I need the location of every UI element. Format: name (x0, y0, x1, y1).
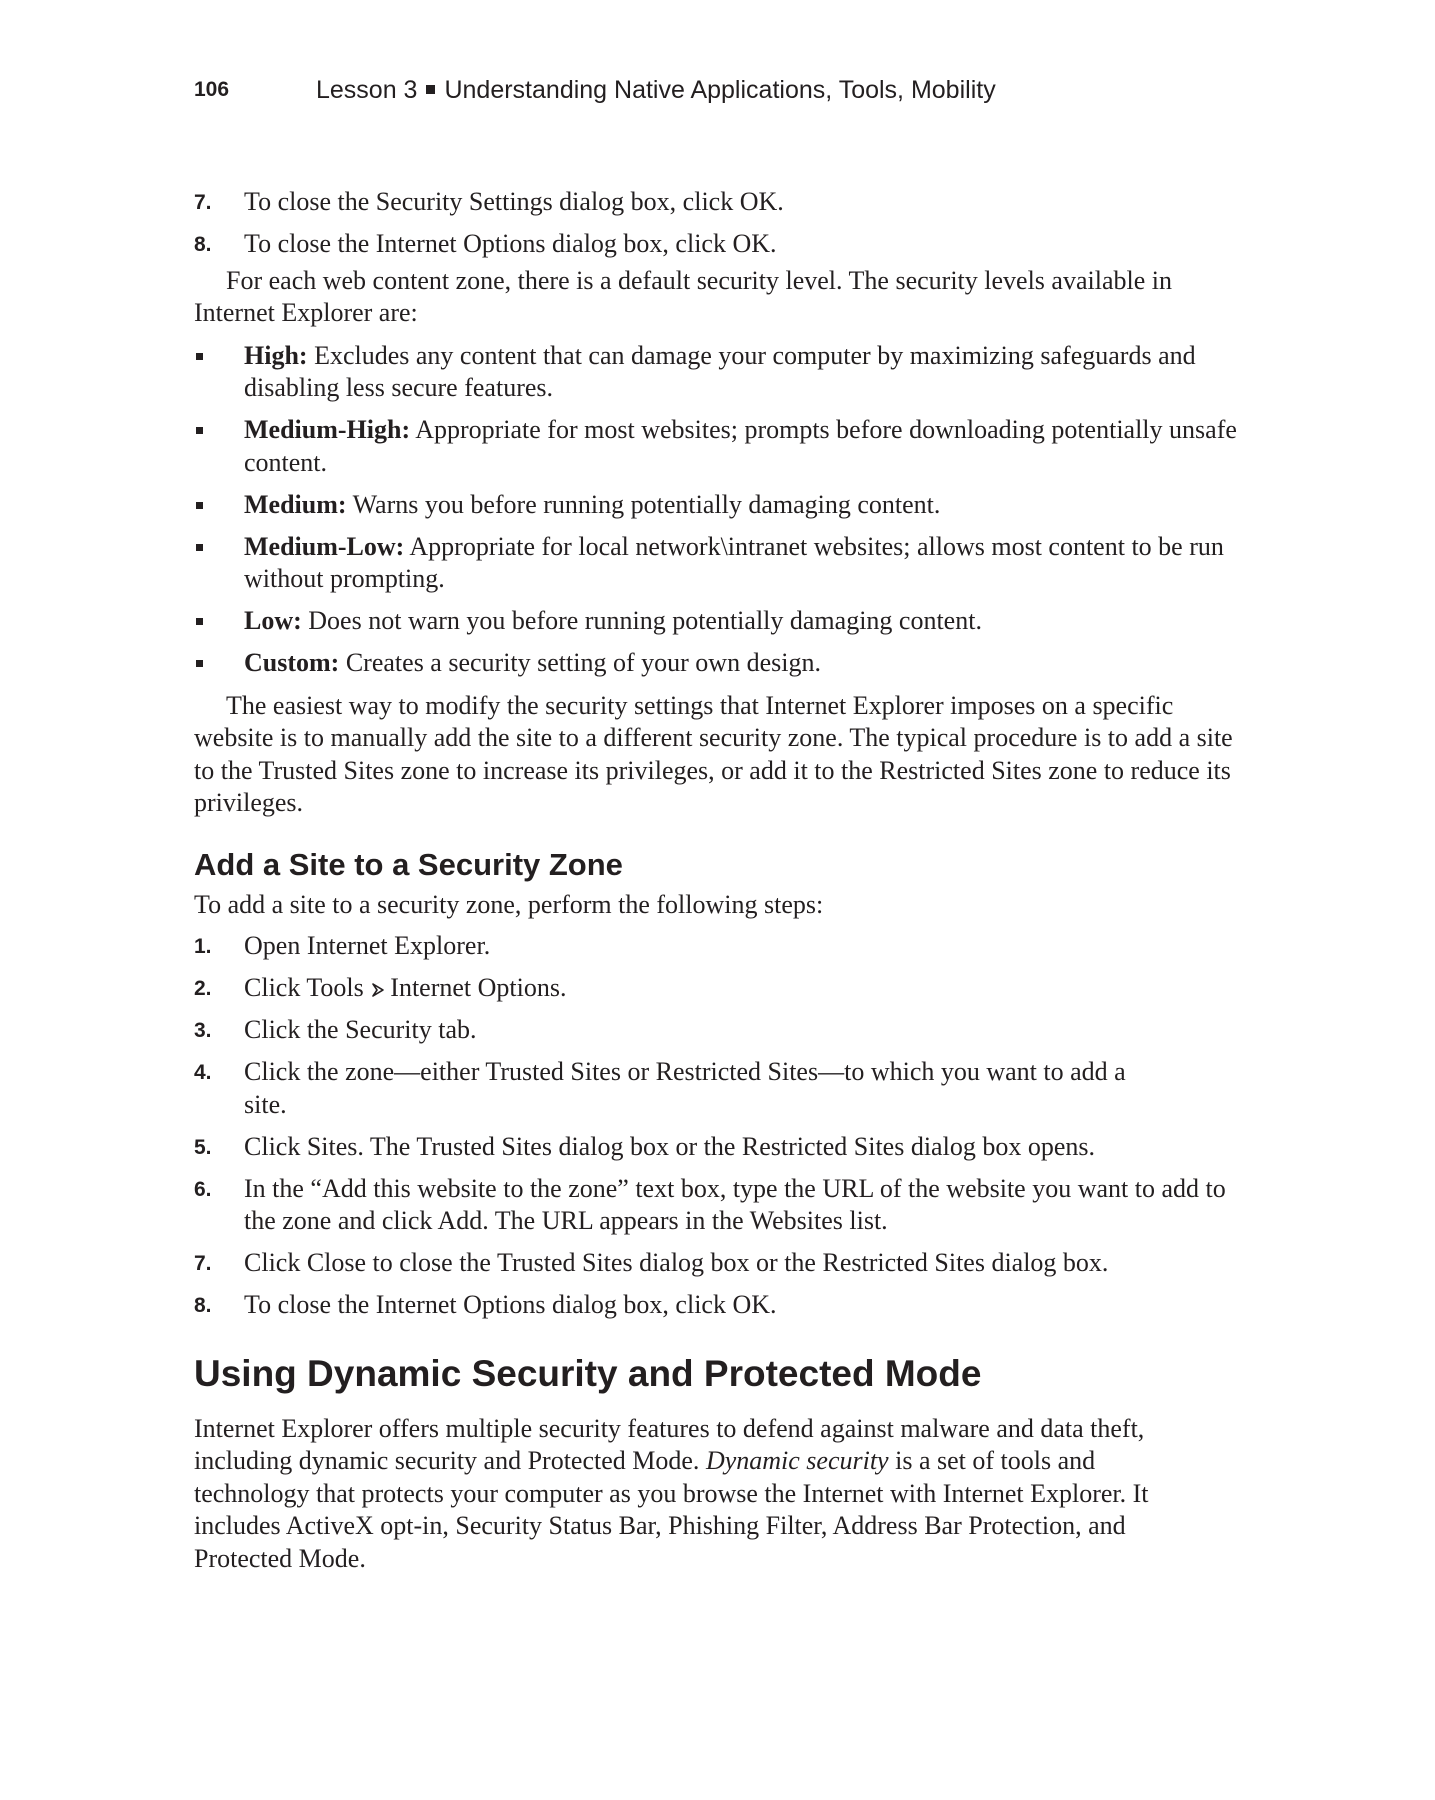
level-text: Appropriate for local network\intranet websites; allows most content to be run without prompting. (244, 531, 1224, 593)
step-number: 2. (194, 977, 212, 1000)
step-number: 1. (194, 935, 212, 958)
step-text: In the “Add this website to the zone” text box, type the URL of the website you want to add to the zone and click Add. The URL appears in the Websites list. (244, 1173, 1226, 1235)
level-term: Medium-Low: (244, 531, 405, 561)
dynamic-security-term: Dynamic security (705, 1446, 889, 1475)
level-text: Does not warn you before running potentially damaging content. (308, 606, 982, 635)
add-site-steps-list (194, 930, 1244, 1322)
list-item (194, 1173, 1244, 1238)
list-item (194, 340, 1244, 405)
list-item (194, 1247, 1244, 1280)
level-term: Medium-High: (244, 415, 411, 444)
step-text: Click the zone—either Trusted Sites or Restricted Sites—to which you want to add a site. (244, 1057, 1126, 1119)
menu-arrow-icon (372, 983, 384, 997)
list-item (194, 972, 1244, 1005)
step-text: Click Close to close the Trusted Sites dialog box or the Restricted Sites dialog box. (244, 1248, 1109, 1277)
list-item (194, 1056, 1244, 1121)
level-text: Excludes any content that can damage your computer by maximizing safeguards and disabling less secure features. (244, 340, 1196, 402)
step-number: 3. (194, 1019, 212, 1042)
step-text: Click the Security tab. (244, 1015, 477, 1044)
list-item (194, 930, 1244, 963)
step-number: 5. (194, 1135, 212, 1159)
step-number: 4. (194, 1061, 212, 1084)
list-item (194, 228, 1244, 261)
step-number: 7. (194, 191, 212, 214)
step-number: 7. (194, 1252, 212, 1275)
top-steps-list (194, 186, 1244, 261)
square-bullet-icon (196, 353, 203, 360)
step-number: 8. (194, 233, 212, 256)
list-item (194, 1289, 1244, 1322)
step-number: 8. (194, 1294, 212, 1317)
square-bullet-icon (196, 502, 203, 509)
page-number: 106 (194, 78, 230, 101)
step-number: 6. (194, 1177, 212, 1201)
level-term: High: (244, 340, 308, 370)
level-text: Appropriate for most websites; prompts before downloading potentially unsafe content. (244, 415, 1237, 477)
square-bullet-icon (196, 544, 203, 551)
step-text: Click Sites. The Trusted Sites dialog box or the Restricted Sites dialog box opens. (244, 1131, 1095, 1161)
level-term: Medium: (244, 489, 347, 519)
separator-square-icon (426, 85, 435, 94)
level-text: Warns you before running potentially damaging content. (352, 489, 941, 519)
level-text: Creates a security setting of your own design. (345, 648, 821, 677)
square-bullet-icon (196, 660, 203, 667)
security-levels-list (194, 340, 1244, 680)
list-item (194, 489, 1244, 522)
list-item (194, 605, 1244, 638)
level-term: Low: (244, 606, 302, 635)
step-text: To close the Internet Options dialog box, click OK. (244, 1290, 777, 1319)
list-item (194, 531, 1244, 596)
step-text-after: Internet Options. (390, 973, 567, 1002)
list-item (194, 1131, 1244, 1164)
lesson-label: Lesson 3 (316, 76, 418, 104)
chapter-name: Understanding Native Applications, Tools, Mobility (444, 76, 996, 104)
modify-paragraph: The easiest way to modify the security settings that Internet Explorer imposes on a specific website is to manually add the site to a different security zone. The typical procedure is to add a site to the Trusted Sites zone to increase its privileges, or add it to the Restricted Sites zone to reduce its privileges. (194, 690, 1233, 817)
chapter-title (316, 76, 996, 105)
running-head (194, 76, 1244, 112)
add-site-intro: To add a site to a security zone, perform the following steps: (194, 889, 824, 919)
step-text: To close the Internet Options dialog box, click OK. (244, 229, 777, 258)
dynamic-security-paragraph (194, 1413, 1204, 1576)
list-item (194, 1014, 1244, 1047)
step-text-before: Click Tools (244, 973, 364, 1002)
square-bullet-icon (196, 618, 203, 625)
page-content (194, 186, 1244, 1575)
section-heading-add-site: Add a Site to a Security Zone (194, 846, 623, 882)
list-item (194, 414, 1244, 479)
list-item (194, 647, 1244, 680)
list-item (194, 186, 1244, 219)
section-heading-dynamic-security: Using Dynamic Security and Protected Mode (194, 1352, 982, 1394)
level-term: Custom: (244, 648, 340, 677)
intro-paragraph: For each web content zone, there is a default security level. The security levels available in Internet Explorer are: (194, 265, 1172, 327)
step-text: Open Internet Explorer. (244, 931, 491, 960)
dynamic-para-part2: is a set of tools and technology that protects your computer as you browse the Internet with Internet Explorer. It includes ActiveX opt-in, Security Status Bar, Phishing Filter, Address Bar Protection, and Protected Mode. (194, 1446, 1149, 1573)
square-bullet-icon (196, 427, 203, 434)
dynamic-para-part1: Internet Explorer offers multiple security features to defend against malware and data theft, including dynamic security and Protected Mode. (194, 1413, 1145, 1475)
step-text: To close the Security Settings dialog box, click OK. (244, 187, 784, 216)
